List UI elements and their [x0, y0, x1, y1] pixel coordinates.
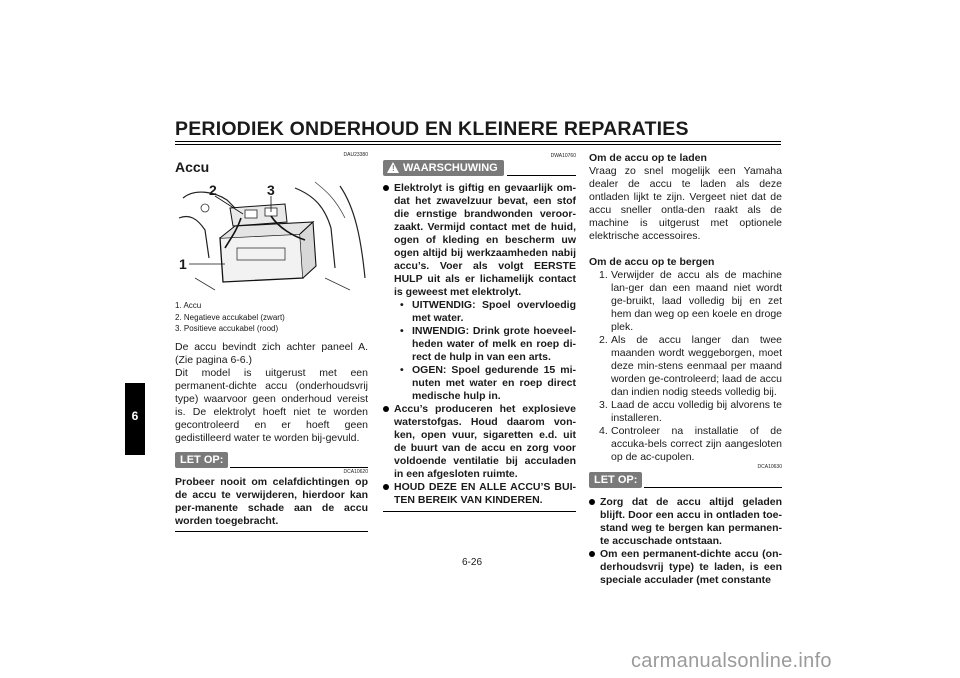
caution-code-right: DCA10630 — [757, 464, 782, 470]
header-rule-lower — [175, 144, 781, 145]
warning-item: HOUD DEZE EN ALLE ACCU’S BUI-TEN BEREIK VAN KINDEREN. — [383, 481, 576, 507]
first-aid-item: • UITWENDIG: Spoel overvloedig met water. — [394, 299, 576, 325]
first-aid-item: • INWENDIG: Drink grote hoeveel-heden water of melk en roep di-rect de hulp in van een arts. — [394, 325, 576, 364]
charging-text: Vraag zo snel mogelijk een Yamaha dealer de accu te laden als deze ontladen lijkt te zijn. Vergeet niet dat de accu sneller ontla-den raakt als de machine is uitgerust met optionele elektrische accessoires. — [589, 165, 782, 242]
storage-step: 3. Laad de accu volledig bij alvorens te installeren. — [599, 399, 782, 424]
first-aid-list — [394, 299, 576, 403]
warning-rule — [507, 175, 576, 176]
first-aid-item: • OGEN: Spoel gedurende 15 mi-nuten met water en roep direct medische hulp in. — [394, 364, 576, 403]
header-rule — [175, 141, 781, 142]
callout-1: 1 — [179, 256, 187, 272]
section-code: DAU23380 — [343, 152, 368, 158]
caution-rule-right — [644, 487, 782, 488]
caption-item: 2. Negatieve accukabel (zwart) — [175, 312, 285, 322]
left-column — [175, 152, 368, 532]
caution-label: LET OP: — [175, 452, 228, 468]
battery-figure — [175, 178, 368, 296]
warning-end-rule — [383, 511, 576, 512]
storage-steps — [589, 269, 782, 464]
caution-item: Om een permanent-dichte accu (on-derhoudsvrij type) te laden, is een speciale acculader (met constante — [589, 548, 782, 587]
storage-step: 4. Controleer na installatie of de accuka-bels correct zijn aangesloten op de ac-cupolen. — [599, 425, 782, 463]
page-number: 6-26 — [462, 557, 483, 568]
caution-item: Zorg dat de accu altijd geladen blijft. Door een accu in ontladen toe-stand weg te bergen kan permanen-te accuschade ontstaan. — [589, 496, 782, 548]
caution-list-right — [589, 496, 782, 587]
body-text: De accu bevindt zich achter paneel A. (Zie pagina 6-6.) Dit model is uitgerust met een permanent-dichte accu (onderhoudsvrij type) waarvoor geen onderhoud vereist is. De elektrolyt hoeft niet te worden gecontroleerd en er hoeft geen gedistilleerd water te worden bij-gevuld. — [175, 340, 368, 444]
warning-item: Elektrolyt is giftig en gevaarlijk om-dat het zwavelzuur bevat, een stof die ernstige brandwonden veroor-zaakt. Vermijd contact met de huid, ogen of kleding en bescherm uw ogen altijd bij werkzaamheden nabij accu’s. Voer als volgt EERSTE HULP uit als er lichamelijk contact is geweest met elektrolyt. • UITWENDIG: Spoel overvloedig met water. • INWENDIG: Drink grote hoeveel-heden water of melk en roep di-rect de hulp in van een arts. • OGEN: Spoel gedurende 15 mi-nuten met water en roep direct medische hulp in. — [383, 182, 576, 403]
caution-label-right: LET OP: — [589, 472, 642, 488]
warning-list — [383, 182, 576, 507]
caution-header-right — [589, 464, 782, 494]
caution-end-rule — [175, 531, 368, 532]
right-column — [589, 152, 782, 587]
caution-rule — [230, 467, 368, 468]
page-header-title: PERIODIEK ONDERHOUD EN KLEINERE REPARATIES — [175, 118, 689, 140]
warning-item: Accu’s produceren het explosieve waterstofgas. Houd daarom von-ken, open vuur, sigaretten e.d. uit de buurt van de accu en zorg voor voldoende ventilatie bij acculaden in een afgesloten ruimte. — [383, 403, 576, 481]
middle-column — [383, 152, 576, 512]
storage-heading: Om de accu op te bergen — [589, 256, 715, 268]
section-title: Accu — [175, 159, 210, 175]
warning-header — [383, 152, 576, 176]
storage-step: 1. Verwijder de accu als de machine lan-ger dan een maand niet wordt ge-bruikt, laad volledig bij en zet hem dan weg op een koele en droge plek. — [599, 269, 782, 333]
caution-header — [175, 450, 368, 474]
caution-text: Probeer nooit om celafdichtingen op de accu te verwijderen, hierdoor kan per-manente schade aan de accu worden toegebracht. — [175, 475, 368, 527]
warning-label: ! WAARSCHUWING — [383, 160, 504, 176]
caption-item: 3. Positieve accukabel (rood) — [175, 324, 279, 333]
warning-triangle-icon: ! — [387, 162, 399, 173]
callout-3: 3 — [267, 182, 275, 198]
watermark-text: carmanualsonline.info — [631, 650, 832, 672]
warning-code: DWA10760 — [550, 153, 576, 159]
storage-step: 2. Als de accu langer dan twee maanden wordt weggeborgen, moet deze min-stens eenmaal per maand worden ge-controleerd; laad de accu dan indien nodig steeds volledig bij. — [599, 334, 782, 398]
caption-item: 1. Accu — [175, 301, 202, 310]
figure-captions — [175, 300, 368, 335]
callout-2: 2 — [209, 182, 217, 198]
caution-code: DCA10620 — [343, 468, 368, 475]
charging-heading: Om de accu op te laden — [589, 152, 707, 164]
chapter-tab: 6 — [125, 383, 145, 455]
